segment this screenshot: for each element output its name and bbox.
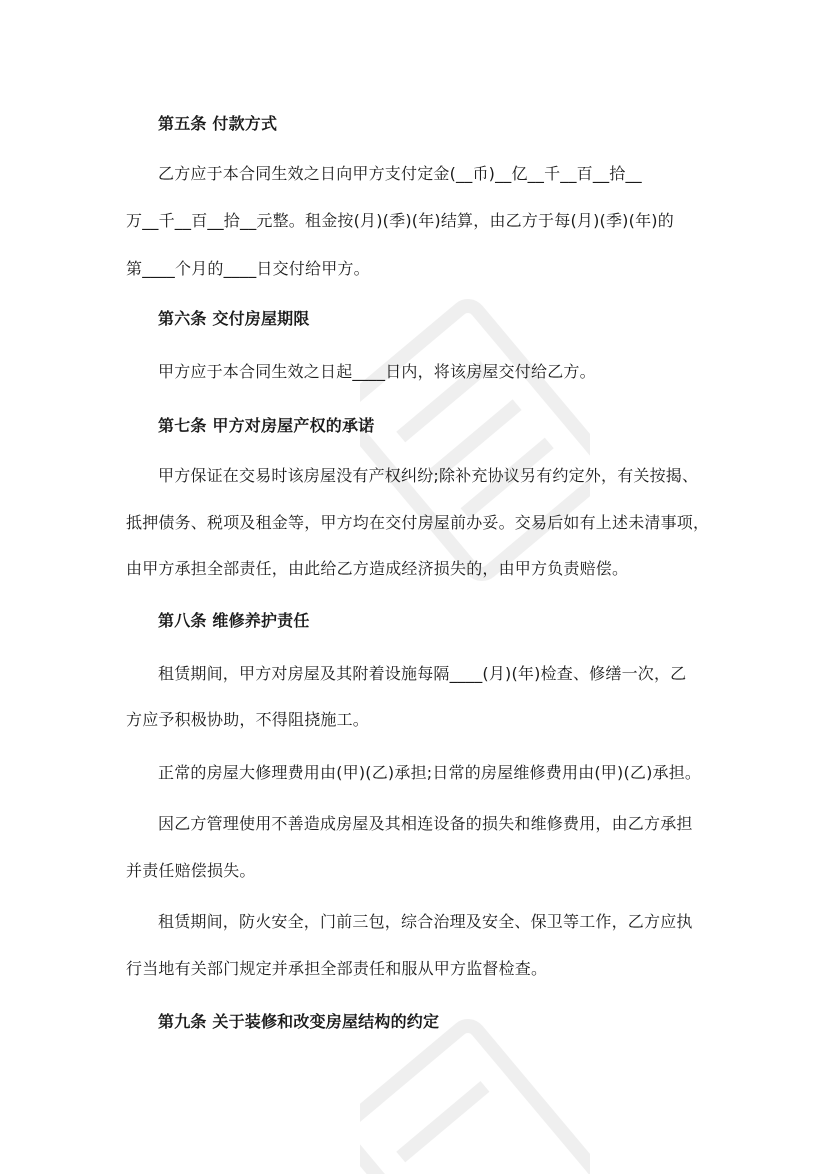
watermark-icon xyxy=(360,290,590,590)
paragraph-line: 乙方应于本合同生效之日向甲方支付定金(__币)__亿__千__百__拾__ xyxy=(158,164,642,183)
section-heading: 第九条 关于装修和改变房屋结构的约定 xyxy=(158,1012,440,1031)
paragraph-line: 由甲方承担全部责任，由此给乙方造成经济损失的，由甲方负责赔偿。 xyxy=(126,559,629,578)
paragraph-line: 第____个月的____日交付给甲方。 xyxy=(126,259,370,278)
paragraph-line: 并责任赔偿损失。 xyxy=(126,861,256,880)
paragraph-line: 甲方应于本合同生效之日起____日内，将该房屋交付给乙方。 xyxy=(158,362,596,381)
paragraph-line: 甲方保证在交易时该房屋没有产权纠纷;除补充协议另有约定外，有关按揭、 xyxy=(158,466,699,485)
section-heading: 第八条 维修养护责任 xyxy=(158,611,310,630)
paragraph-line: 正常的房屋大修理费用由(甲)(乙)承担;日常的房屋维修费用由(甲)(乙)承担。 xyxy=(158,763,702,782)
section-heading: 第七条 甲方对房屋产权的承诺 xyxy=(158,416,375,435)
paragraph-line: 行当地有关部门规定并承担全部责任和服从甲方监督检查。 xyxy=(126,959,548,978)
section-heading: 第六条 交付房屋期限 xyxy=(158,309,310,328)
paragraph-line: 万__千__百__拾__元整。租金按(月)(季)(年)结算，由乙方于每(月)(季)(年)的 xyxy=(126,211,674,230)
section-heading: 第五条 付款方式 xyxy=(158,114,278,133)
paragraph-line: 抵押债务、税项及租金等，甲方均在交付房屋前办妥。交易后如有上述未清事项， xyxy=(126,513,710,532)
paragraph-line: 租赁期间，防火安全，门前三包，综合治理及安全、保卫等工作，乙方应执 xyxy=(158,912,693,931)
paragraph-line: 租赁期间，甲方对房屋及其附着设施每隔____(月)(年)检查、修缮一次，乙 xyxy=(158,664,687,683)
watermark-icon xyxy=(360,1010,590,1174)
paragraph-line: 因乙方管理使用不善造成房屋及其相连设备的损失和维修费用，由乙方承担 xyxy=(158,814,693,833)
paragraph-line: 方应予积极协助，不得阻挠施工。 xyxy=(126,710,370,729)
